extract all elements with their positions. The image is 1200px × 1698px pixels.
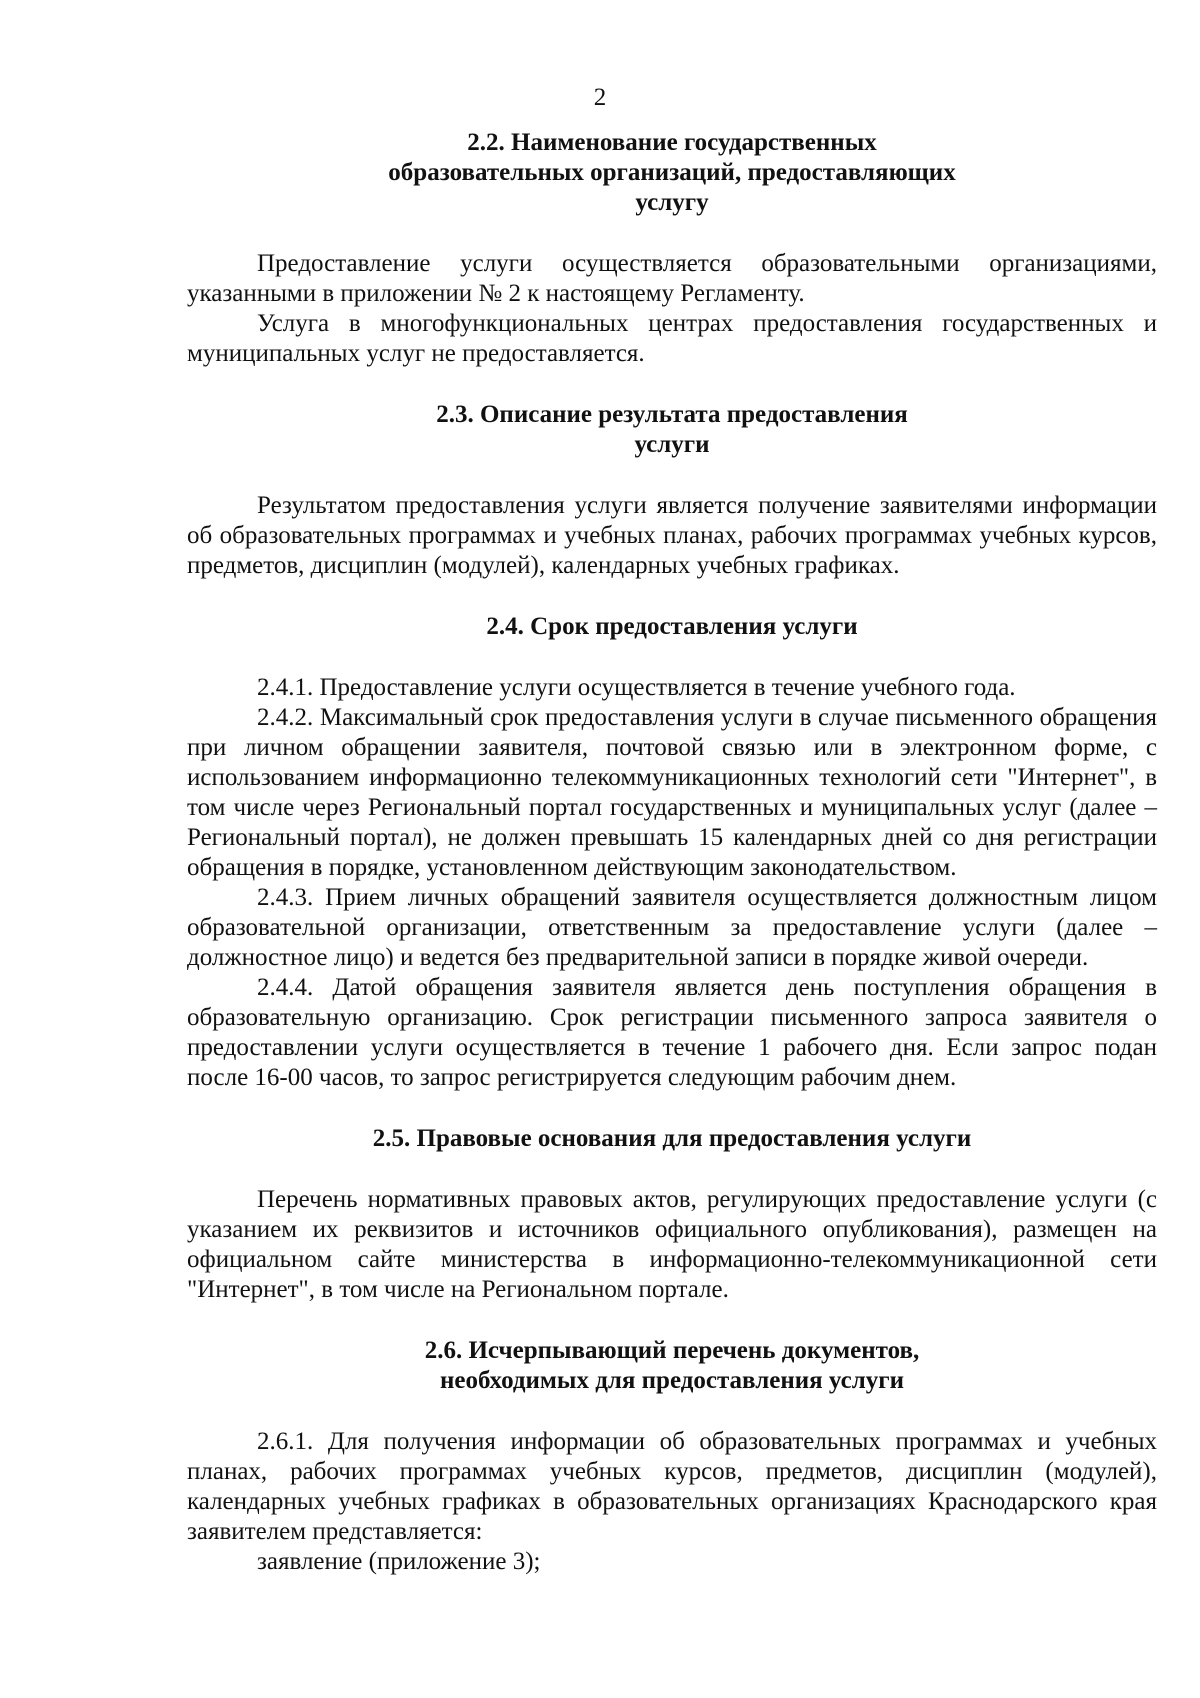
section-2-3 [187,400,1157,581]
paragraph: 2.4.1. Предоставление услуги осуществляется в течение учебного года. [257,674,1016,701]
paragraph: 2.4.4. Датой обращения заявителя является день поступления обращения в образовательную организацию. Срок регистрации письменного запроса заявителя о предоставлении услуги осуществляется в течение 1 рабочего дня. Если запрос подан после 16-00 часов, то запрос регистрируется следующим рабочим днем. [187,974,1157,1091]
section-2-6 [187,1336,1157,1577]
heading-line: услуги [634,431,710,458]
paragraph: 2.6.1. Для получения информации об образовательных программах и учебных планах, рабочих программах учебных курсов, предметов, дисциплин (модулей), календарных учебных графиках в образовательных организациях Краснодарского края заявителем представляется: [187,1428,1157,1545]
section-heading [187,612,1157,642]
page-number: 2 [593,84,607,111]
paragraph: Предоставление услуги осуществляется образовательными организациями, указанными в приложении № 2 к настоящему Регламенту. [187,250,1157,307]
section-2-5 [187,1124,1157,1305]
section-heading [187,1336,1157,1396]
heading-line: 2.6. Исчерпывающий перечень документов, [424,1337,920,1364]
paragraph: Услуга в многофункциональных центрах предоставления государственных и муниципальных услуг не предоставляется. [187,310,1157,367]
section-2-2 [187,128,1157,369]
section-heading [187,128,1157,218]
section-heading [187,400,1157,460]
section-2-4 [187,612,1157,1093]
heading-line: услугу [635,189,709,216]
section-heading [187,1124,1157,1154]
document-body [187,128,1157,1577]
paragraph: Результатом предоставления услуги является получение заявителями информации об образовательных программах и учебных планах, рабочих программах учебных курсов, предметов, дисциплин (модулей), календарных учебных графиках. [187,492,1157,579]
heading-line: образовательных организаций, предоставляющих [388,159,956,186]
paragraph: 2.4.2. Максимальный срок предоставления услуги в случае письменного обращения при личном обращении заявителя, почтовой связью или в электронном форме, с использованием информационно телекоммуникационных технологий сети "Интернет", в том числе через Региональный портал государственных и муниципальных услуг (далее – Региональный портал), не должен превышать 15 календарных дней со дня регистрации обращения в порядке, установленном действующим законодательством. [187,704,1157,881]
paragraph: заявление (приложение 3); [257,1548,541,1575]
heading-line: 2.3. Описание результата предоставления [436,401,908,428]
paragraph: 2.4.3. Прием личных обращений заявителя осуществляется должностным лицом образовательной организации, ответственным за предоставление услуги (далее – должностное лицо) и ведется без предварительной записи в порядке живой очереди. [187,884,1157,971]
heading-line: 2.4. Срок предоставления услуги [486,613,858,640]
heading-line: 2.2. Наименование государственных [467,129,877,156]
heading-line: 2.5. Правовые основания для предоставления услуги [372,1125,972,1152]
paragraph: Перечень нормативных правовых актов, регулирующих предоставление услуги (с указанием их реквизитов и источников официального опубликования), размещен на официальном сайте министерства в информационно-телекоммуникационной сети "Интернет", в том числе на Региональном портале. [187,1186,1157,1303]
heading-line: необходимых для предоставления услуги [439,1367,905,1394]
